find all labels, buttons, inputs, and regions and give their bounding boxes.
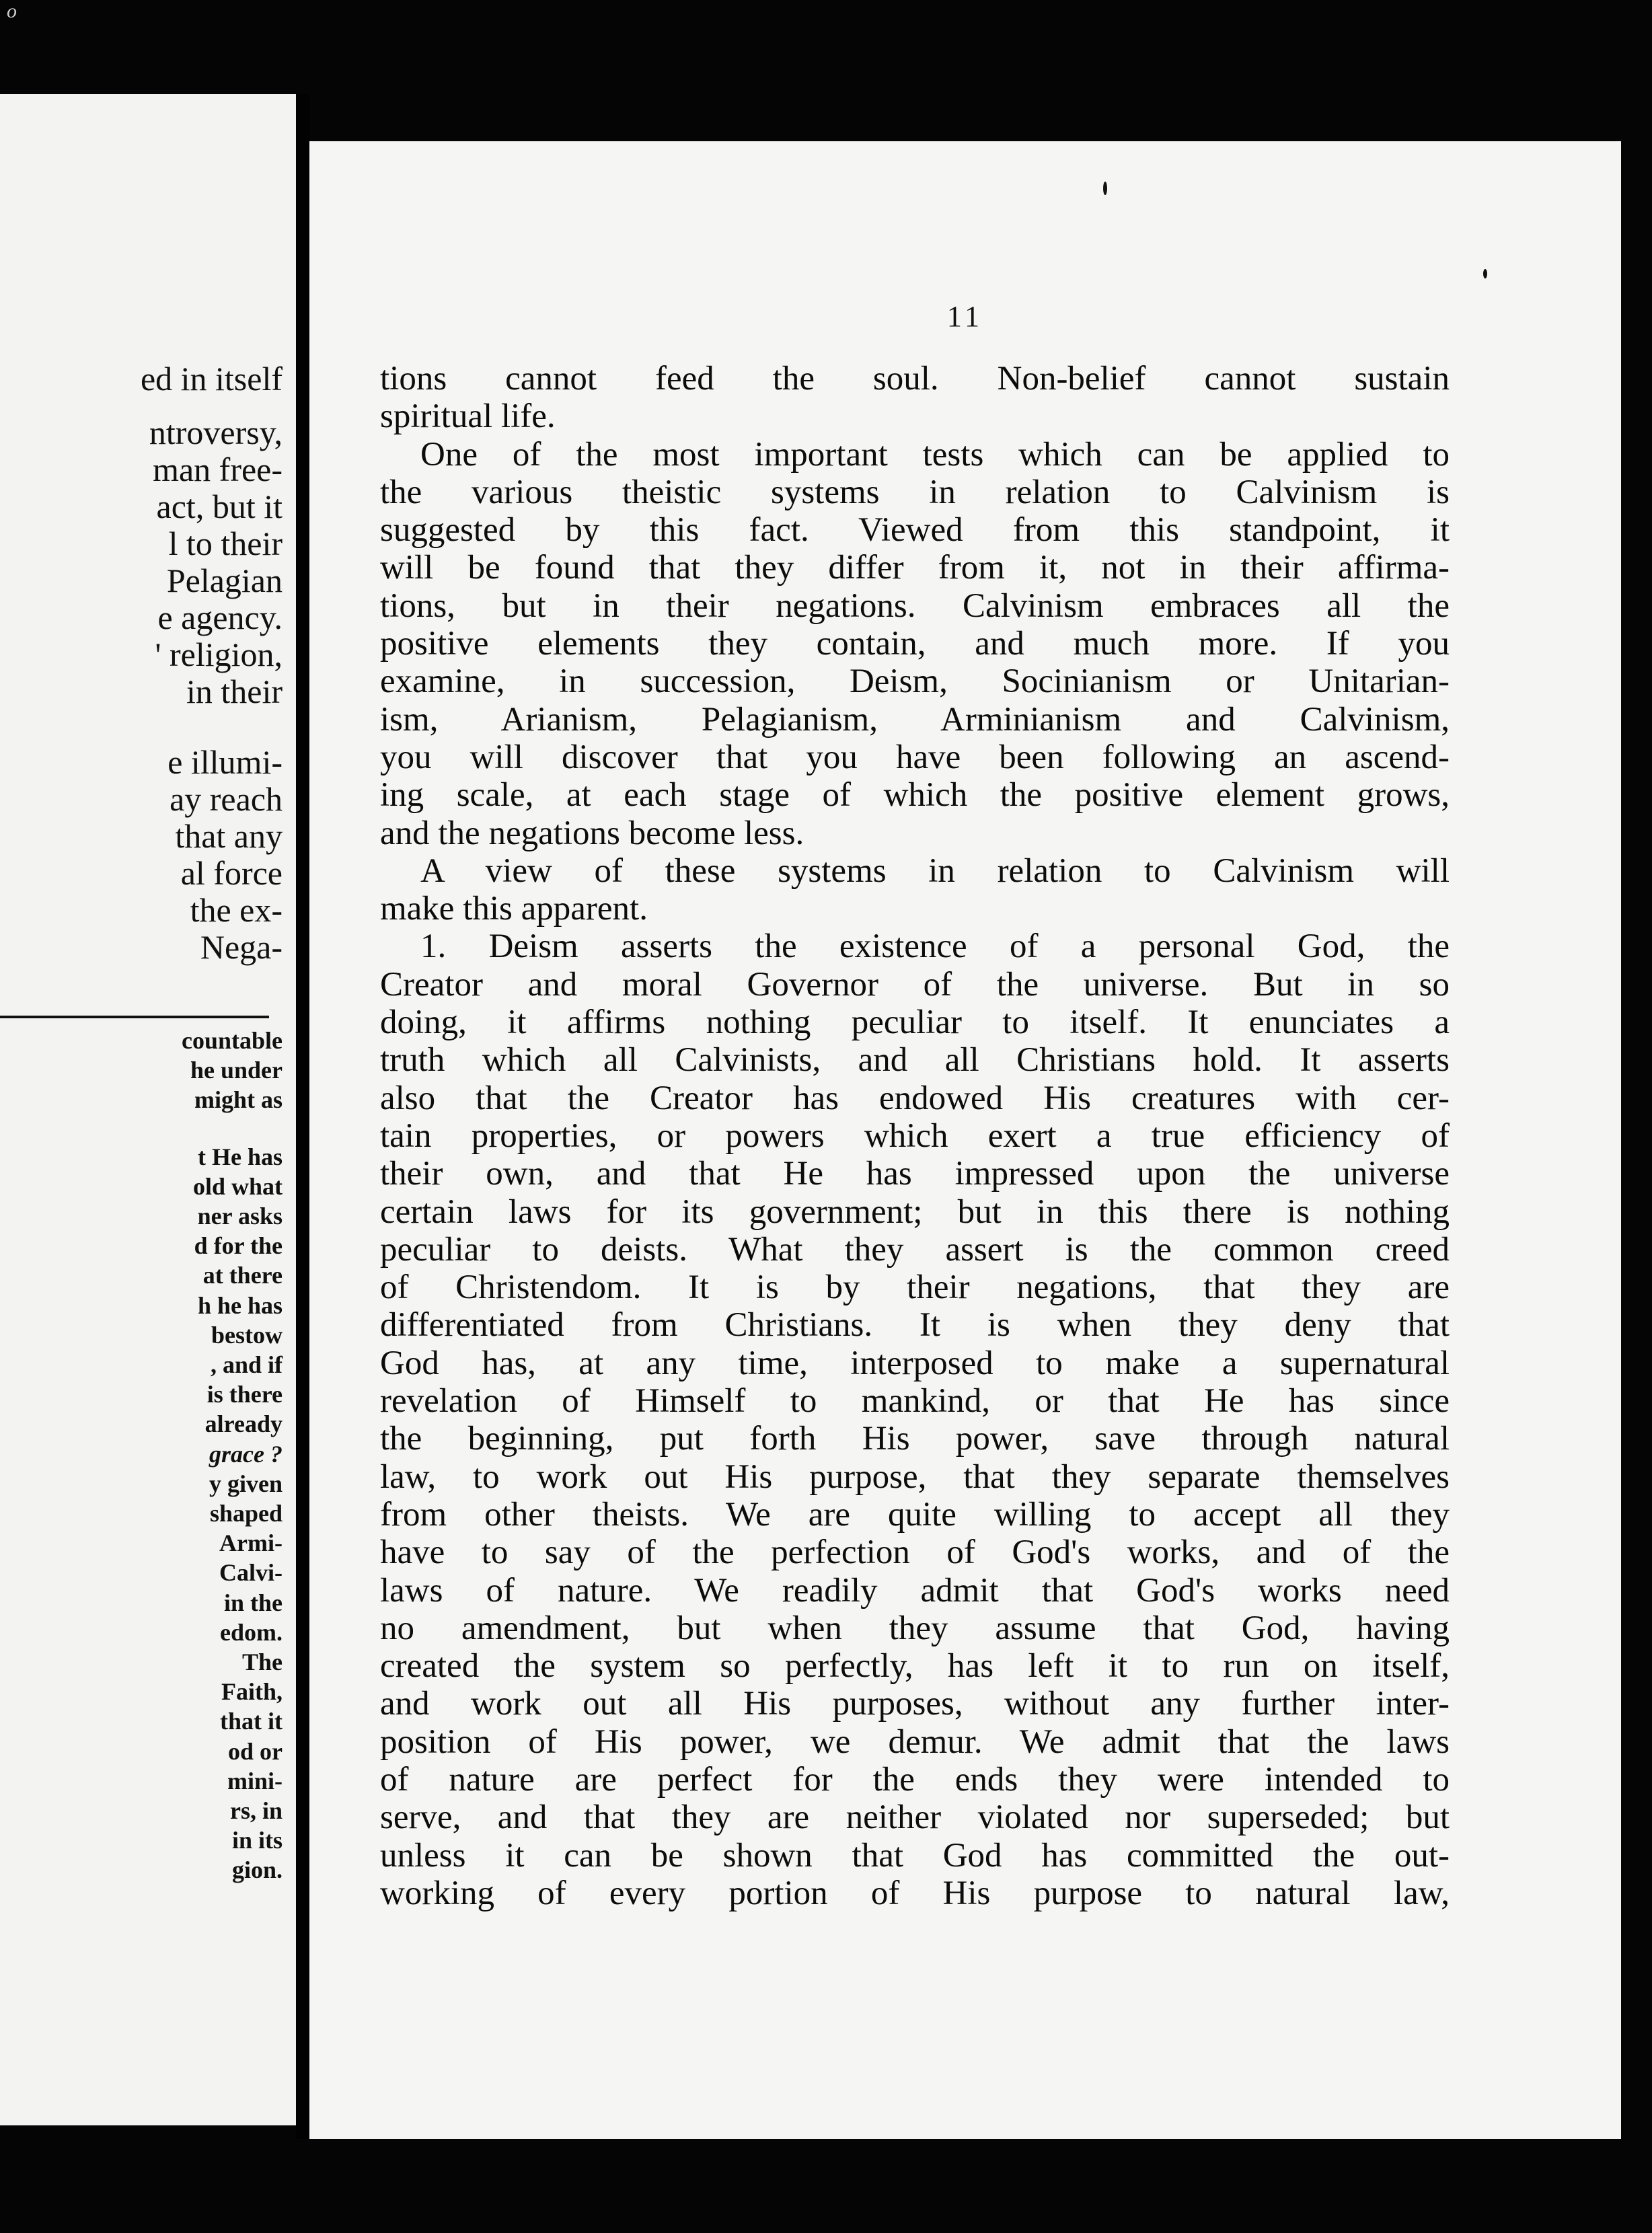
previous-page-footnote-line: that it	[220, 1708, 283, 1735]
previous-page-fragment	[0, 94, 296, 2125]
text-line: Creator and moral Governor of the universe. But in so	[380, 965, 1450, 1004]
previous-page-footnote-line: h he has	[197, 1291, 283, 1319]
ink-speck	[1483, 269, 1487, 278]
previous-page-footnote-line: shaped	[209, 1500, 283, 1527]
text-line: and the negations become less.	[380, 814, 804, 852]
previous-page-line: ed in itself	[140, 360, 283, 398]
previous-page-footnote-line: , and if	[210, 1351, 283, 1378]
previous-page-footnote-line: countable	[181, 1027, 283, 1054]
previous-page-footnote-line: ner asks	[197, 1203, 283, 1229]
previous-page-footnote-line: edom.	[220, 1618, 283, 1646]
previous-page-footnote-line: in the	[223, 1589, 283, 1616]
previous-page-line: in their	[186, 673, 283, 710]
ink-speck	[1103, 182, 1107, 195]
text-line: working of every portion of His purpose to natural law,	[380, 1874, 1450, 1912]
previous-page-line: Pelagian	[166, 562, 283, 599]
text-line: One of the most important tests which can be applied to	[420, 435, 1450, 474]
text-line: God has, at any time, interposed to make a supernatural	[380, 1344, 1450, 1382]
text-line: spiritual life.	[380, 398, 556, 436]
previous-page-footnote-line: Faith,	[221, 1678, 283, 1706]
previous-page-line: al force	[180, 854, 283, 892]
text-line: and work out all His purposes, without any further inter-	[380, 1685, 1450, 1723]
text-line: positive elements they contain, and much more. If you	[380, 625, 1450, 663]
page-gutter	[296, 94, 309, 2139]
text-line: serve, and that they are neither violated nor superseded; but	[380, 1799, 1450, 1837]
text-line: tions cannot feed the soul. Non-belief cannot sustain	[380, 360, 1450, 398]
text-line: created the system so perfectly, has left it to run on itself,	[380, 1647, 1450, 1686]
previous-page-line: the ex-	[190, 891, 283, 929]
previous-page-footnote-line: gion.	[231, 1856, 283, 1884]
previous-page-footnote-line: od or	[228, 1737, 283, 1765]
text-line: no amendment, but when they assume that God, having	[380, 1609, 1450, 1647]
text-line: suggested by this fact. Viewed from this standpoint, it	[380, 511, 1450, 550]
text-line: position of His power, we demur. We admit that the laws	[380, 1723, 1450, 1761]
body-text	[380, 360, 1450, 1912]
text-line: differentiated from Christians. It is when they deny that	[380, 1306, 1450, 1345]
previous-page-footnote-line: The	[241, 1649, 283, 1675]
text-line: laws of nature. We readily admit that God's works need	[380, 1571, 1450, 1610]
previous-page-footnote-line: at there	[202, 1262, 283, 1289]
text-line: tions, but in their negations. Calvinism embraces all the	[380, 586, 1450, 625]
previous-page-footnote-line: grace ?	[209, 1440, 283, 1468]
text-line: make this apparent.	[380, 890, 648, 928]
text-line: ism, Arianism, Pelagianism, Arminianism and Calvinism,	[380, 700, 1450, 739]
text-line: certain laws for its government; but in this there is nothing	[380, 1193, 1450, 1231]
previous-page-footnote-line: mini-	[227, 1767, 283, 1794]
previous-page-footnote-line: he under	[190, 1057, 283, 1084]
previous-page-footnote-line: d for the	[194, 1232, 283, 1260]
previous-page-line: e agency.	[157, 599, 283, 636]
previous-page-line: ntroversy,	[149, 414, 283, 451]
text-line: tain properties, or powers which exert a true efficiency of	[380, 1116, 1450, 1155]
text-line: you will discover that you have been following an ascend-	[380, 738, 1450, 776]
previous-page-line: l to their	[168, 525, 283, 562]
previous-page-footnote-line: Calvi-	[219, 1559, 283, 1587]
text-line: the various theistic systems in relation to Calvinism is	[380, 473, 1450, 511]
text-line: have to say of the perfection of God's works, and of the	[380, 1534, 1450, 1572]
previous-page-footnote-line: t He has	[198, 1143, 283, 1170]
previous-page-footnote-line: Armi-	[219, 1529, 283, 1557]
previous-page-line: act, but it	[156, 488, 283, 525]
previous-page-line: e illumi-	[167, 743, 283, 781]
text-line: 1. Deism asserts the existence of a personal God, the	[420, 928, 1450, 966]
previous-page-line: man free-	[153, 451, 283, 488]
current-page	[309, 141, 1621, 2139]
text-line: doing, it affirms nothing peculiar to itself. It enunciates a	[380, 1004, 1450, 1042]
text-line: from other theists. We are quite willing to accept all they	[380, 1495, 1450, 1534]
text-line: will be found that they differ from it, not in their affirma-	[380, 549, 1450, 587]
text-line: also that the Creator has endowed His creatures with cer-	[380, 1079, 1450, 1117]
text-line: the beginning, put forth His power, save through natural	[380, 1420, 1450, 1458]
text-line: unless it can be shown that God has committed the out-	[380, 1836, 1450, 1875]
previous-page-footnote-line: bestow	[211, 1321, 283, 1349]
text-line: peculiar to deists. What they assert is the common creed	[380, 1230, 1450, 1269]
previous-page-footnote-line: in its	[231, 1827, 283, 1854]
previous-page-line: Nega-	[200, 928, 283, 966]
text-line: ing scale, at each stage of which the positive element grows,	[380, 776, 1450, 815]
previous-page-footnote-line: might as	[194, 1086, 283, 1114]
footnote-rule	[0, 1016, 269, 1018]
previous-page-footnote-line: rs, in	[229, 1797, 283, 1824]
previous-page-line: that any	[175, 817, 283, 855]
previous-page-footnote-line: y given	[209, 1470, 283, 1497]
text-line: A view of these systems in relation to Calvinism will	[420, 851, 1450, 890]
previous-page-footnote-line: old what	[192, 1172, 283, 1200]
previous-page-footnote-line: already	[204, 1410, 283, 1438]
previous-page-line: ay reach	[170, 780, 283, 818]
corner-mark: o	[7, 0, 17, 22]
text-line: of Christendom. It is by their negations, that they are	[380, 1269, 1450, 1307]
page-number: 11	[946, 300, 984, 333]
previous-page-footnote-line: is there	[206, 1381, 283, 1408]
text-line: their own, and that He has impressed upon the universe	[380, 1155, 1450, 1193]
text-line: revelation of Himself to mankind, or that He has since	[380, 1382, 1450, 1421]
text-line: of nature are perfect for the ends they were intended to	[380, 1760, 1450, 1799]
text-line: law, to work out His purpose, that they separate themselves	[380, 1458, 1450, 1496]
previous-page-line: ' religion,	[155, 636, 283, 673]
text-line: examine, in succession, Deism, Socinianism or Unitarian-	[380, 663, 1450, 701]
text-line: truth which all Calvinists, and all Christians hold. It asserts	[380, 1041, 1450, 1080]
